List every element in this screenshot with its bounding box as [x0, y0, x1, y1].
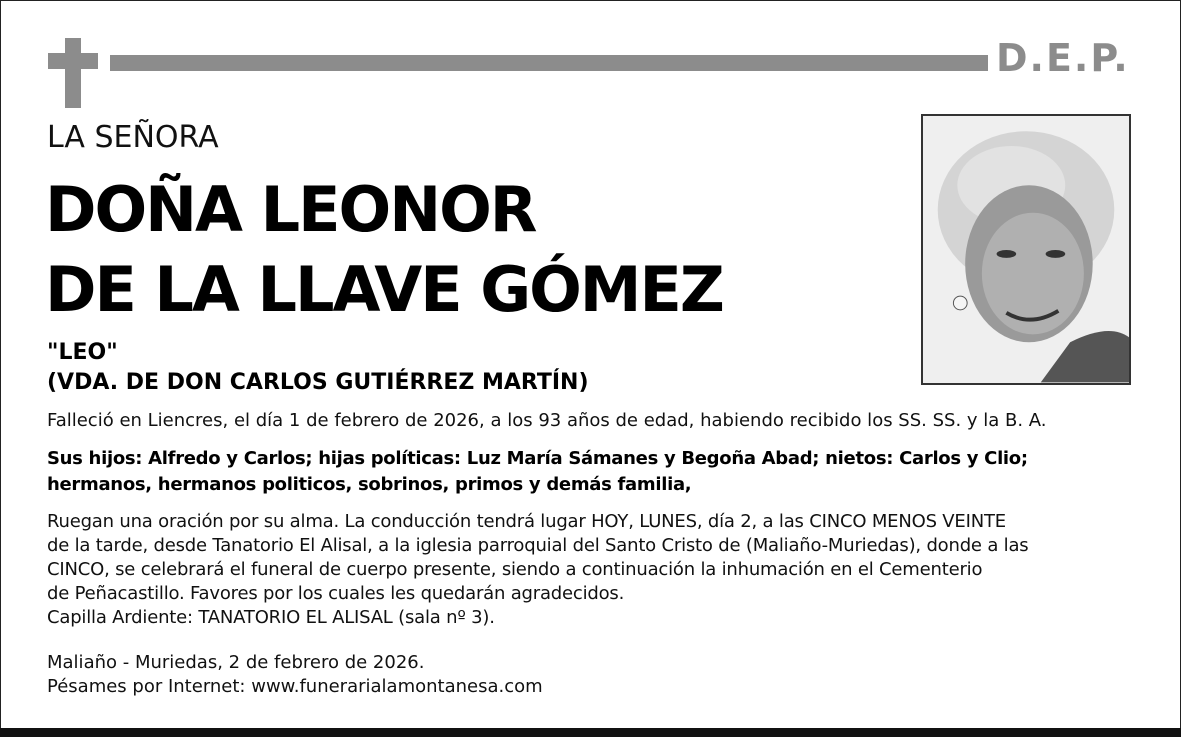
ceremony-line-1: Ruegan una oración por su alma. La conducción tendrá lugar HOY, LUNES, día 2, a las CINCO MENOS VEINTE	[47, 511, 1006, 532]
place-date: Maliaño - Muriedas, 2 de febrero de 2026.	[47, 652, 425, 673]
family-line-1: Sus hijos: Alfredo y Carlos; hijas políticas: Luz María Sámanes y Begoña Abad; nietos: Carlos y Clio;	[47, 448, 1028, 469]
ceremony-line-3: CINCO, se celebrará el funeral de cuerpo presente, siendo a continuación la inhumación en el Cementerio	[47, 559, 983, 580]
death-notice	[47, 409, 1047, 433]
deceased-name	[45, 170, 723, 330]
nickname-block	[47, 338, 589, 398]
condolences-link[interactable]: Pésames por Internet: www.funerarialamontanesa.com	[47, 676, 543, 697]
nickname: "LEO"	[47, 340, 118, 365]
portrait-photo	[921, 114, 1131, 385]
death-notice-text: Falleció en Liencres, el día 1 de febrero de 2026, a los 93 años de edad, habiendo recibido los SS. SS. y la B. A.	[47, 410, 1047, 431]
bottom-bar	[0, 728, 1181, 737]
ceremony-line-4: de Peñacastillo. Favores por los cuales les quedarán agradecidos.	[47, 583, 625, 604]
family-line-2: hermanos, hermanos politicos, sobrinos, primos y demás familia,	[47, 474, 692, 495]
name-line-2: DE LA LLAVE GÓMEZ	[45, 253, 723, 326]
name-line-1: DOÑA LEONOR	[45, 173, 536, 246]
footer-block	[47, 651, 543, 699]
dep-label: D.E.P.	[996, 36, 1130, 80]
cross-icon	[65, 38, 81, 108]
ceremony-line-5: Capilla Ardiente: TANATORIO EL ALISAL (sala nº 3).	[47, 607, 495, 628]
honorific: LA SEÑORA	[47, 120, 219, 155]
cross-icon-bar	[48, 53, 98, 69]
header-rule	[110, 55, 988, 71]
family-list	[47, 446, 1028, 498]
ceremony-line-2: de la tarde, desde Tanatorio El Alisal, a la iglesia parroquial del Santo Cristo de (Maliaño-Muriedas), donde a las	[47, 535, 1029, 556]
portrait-icon	[923, 116, 1129, 383]
widow-of: (VDA. DE DON CARLOS GUTIÉRREZ MARTÍN)	[47, 370, 589, 395]
ceremony-details	[47, 510, 1028, 630]
